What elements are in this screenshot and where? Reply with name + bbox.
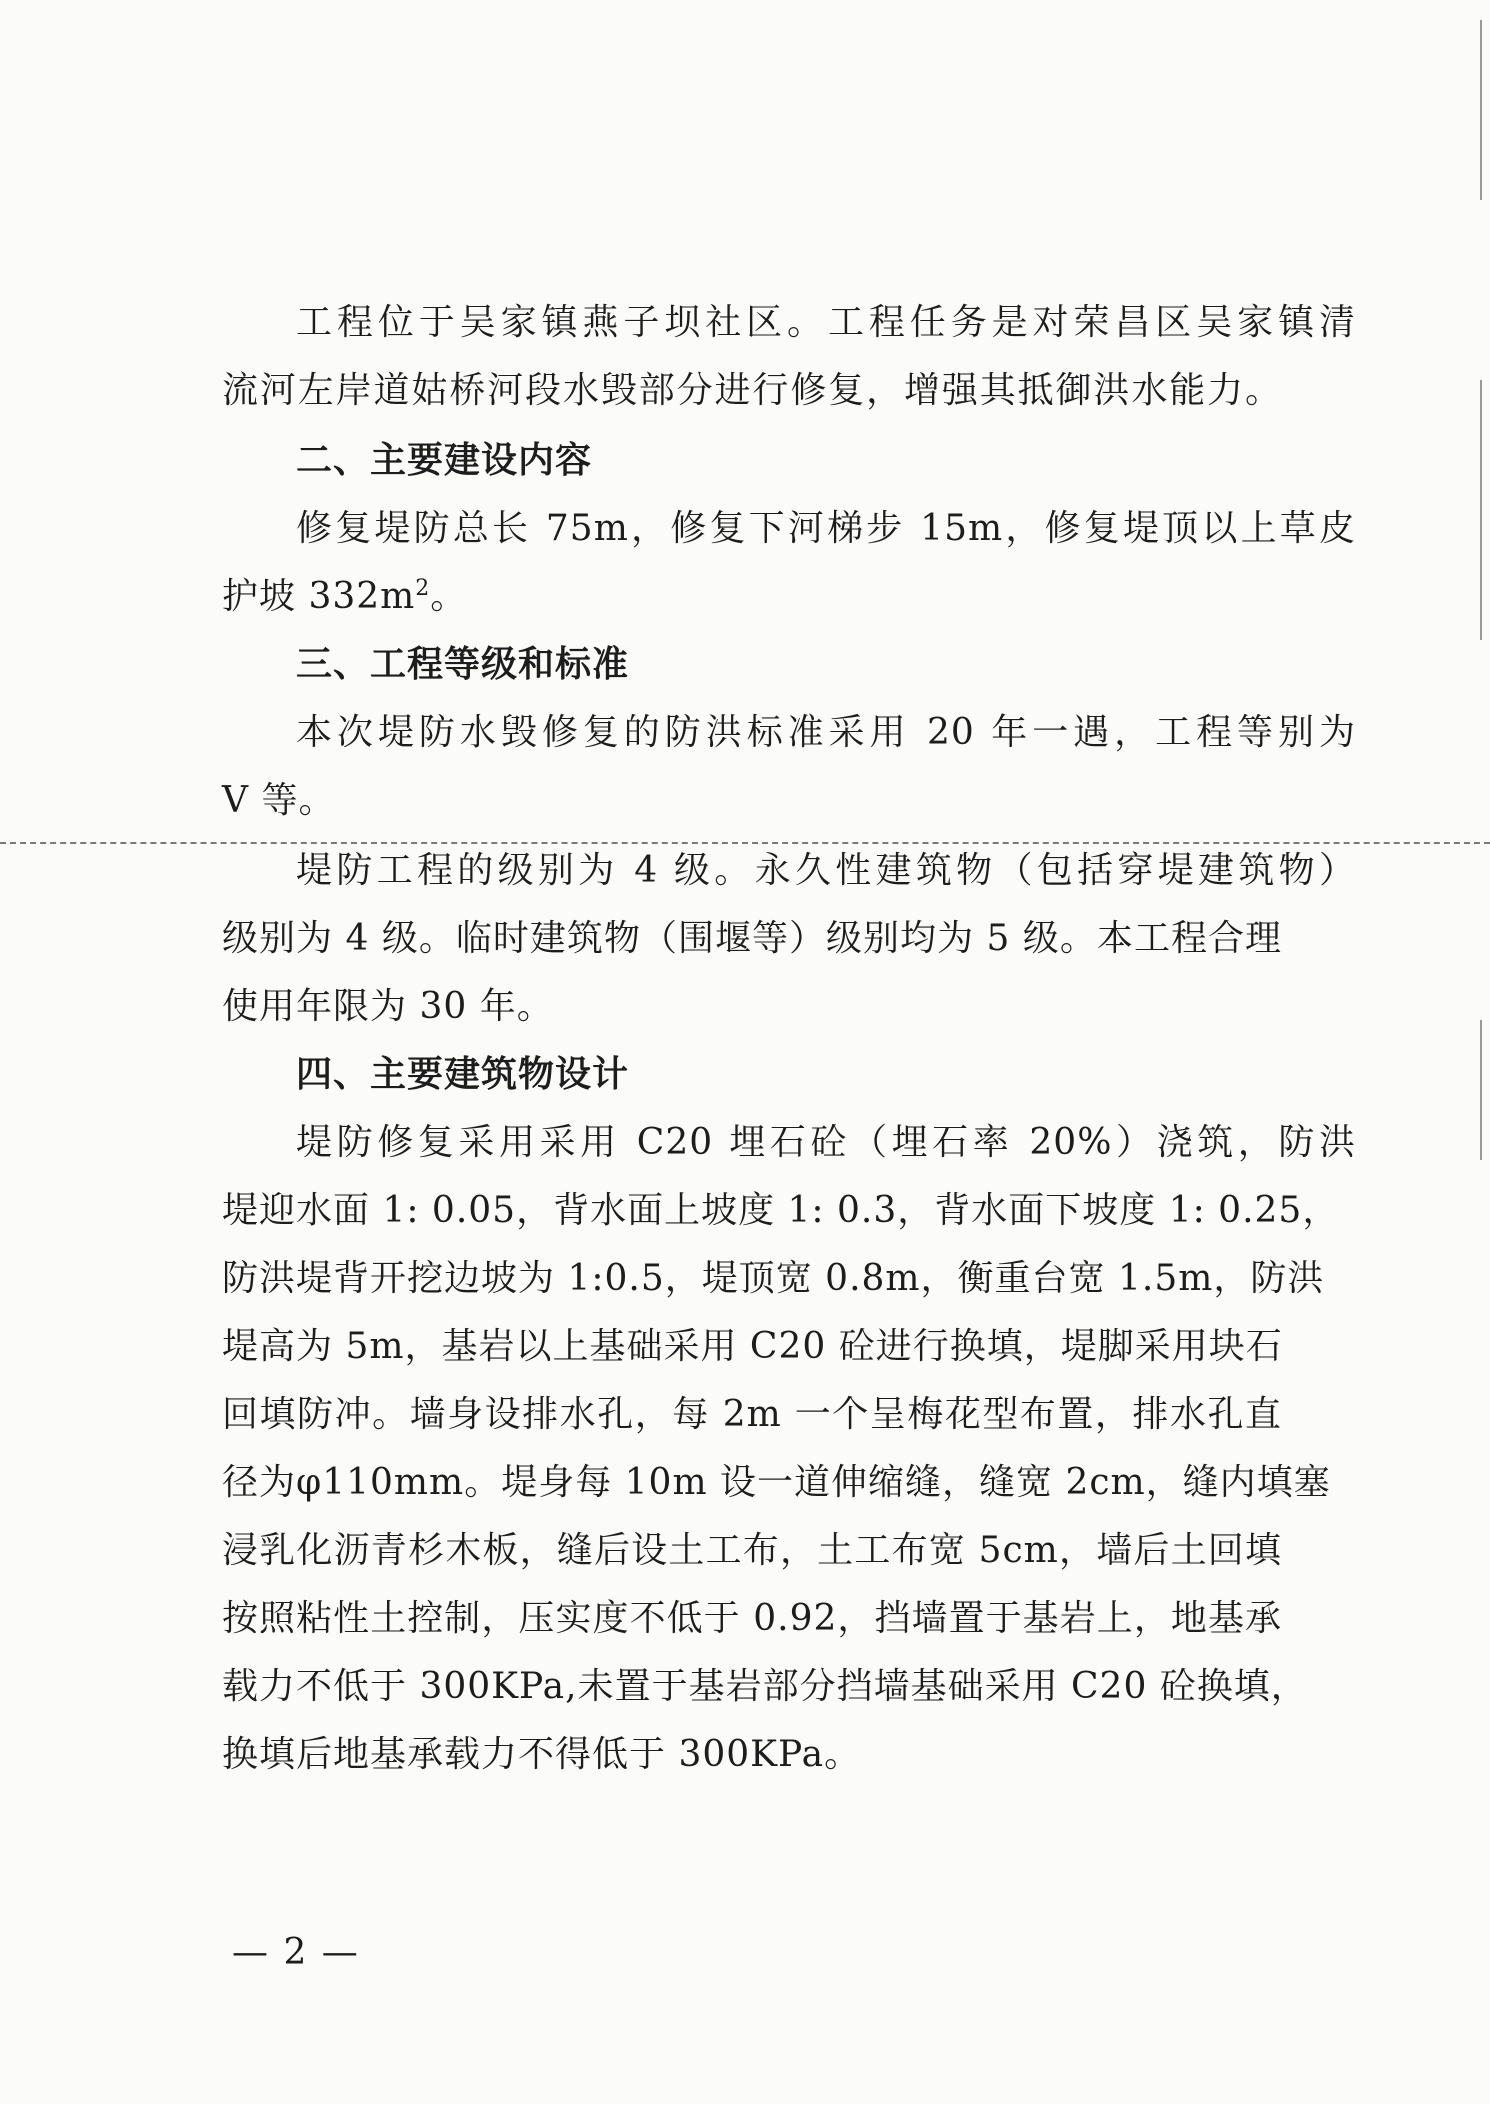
scan-edge-mark: [1480, 380, 1482, 640]
heading-main-building-design: 四、主要建筑物设计: [296, 1054, 630, 1095]
paragraph-design-line-5: 回填防冲。墙身设排水孔，每 2m 一个呈梅花型布置，排水孔直: [222, 1394, 1282, 1435]
heading-grade-and-standard: 三、工程等级和标准: [296, 644, 630, 685]
paragraph-design-line-7: 浸乳化沥青杉木板，缝后设土工布，土工布宽 5cm，墙后土回填: [222, 1530, 1282, 1571]
paragraph-intro-line-2: 流河左岸道姑桥河段水毁部分进行修复，增强其抵御洪水能力。: [222, 370, 1282, 411]
paragraph-construction-line-1: 修复堤防总长 75m，修复下河梯步 15m，修复堤顶以上草皮: [296, 508, 1356, 549]
scan-edge-mark: [1480, 1020, 1482, 1160]
paragraph-design-line-10: 换填后地基承载力不得低于 300KPa。: [222, 1734, 862, 1775]
paragraph-levels-line-1: 堤防工程的级别为 4 级。永久性建筑物（包括穿堤建筑物）: [296, 850, 1356, 891]
paragraph-design-line-1: 堤防修复采用采用 C20 埋石砼（埋石率 20%）浇筑，防洪: [296, 1122, 1356, 1163]
page-number: — 2 —: [232, 1932, 360, 1973]
paragraph-standard-line-1: 本次堤防水毁修复的防洪标准采用 20 年一遇，工程等别为: [296, 712, 1356, 753]
paragraph-design-line-4: 堤高为 5m，基岩以上基础采用 C20 砼进行换填，堤脚采用块石: [222, 1326, 1283, 1367]
paragraph-intro-line-1: 工程位于吴家镇燕子坝社区。工程任务是对荣昌区吴家镇清: [296, 302, 1356, 343]
paragraph-design-line-9: 载力不低于 300KPa,未置于基岩部分挡墙基础采用 C20 砼换填，: [222, 1666, 1308, 1707]
paragraph-design-line-2: 堤迎水面 1: 0.05，背水面上坡度 1: 0.3，背水面下坡度 1: 0.25，: [222, 1190, 1340, 1231]
paragraph-design-line-3: 防洪堤背开挖边坡为 1:0.5，堤顶宽 0.8m，衡重台宽 1.5m，防洪: [222, 1258, 1325, 1299]
paragraph-construction-line-2: [222, 574, 1282, 620]
heading-main-construction-content: 二、主要建设内容: [296, 440, 593, 481]
dashed-divider: [0, 842, 1490, 844]
paragraph-design-line-6: 径为φ110mm。堤身每 10m 设一道伸缩缝，缝宽 2cm，缝内填塞: [222, 1462, 1331, 1503]
construction-text-end: 。: [430, 576, 468, 617]
paragraph-levels-line-2: 级别为 4 级。临时建筑物（围堰等）级别均为 5 级。本工程合理: [222, 918, 1282, 959]
paragraph-design-line-8: 按照粘性土控制，压实度不低于 0.92，挡墙置于基岩上，地基承: [222, 1598, 1282, 1639]
paragraph-standard-line-2: V 等。: [222, 780, 336, 821]
scan-edge-mark: [1480, 20, 1482, 200]
paragraph-levels-line-3: 使用年限为 30 年。: [222, 986, 554, 1027]
construction-text: 护坡 332m: [222, 576, 416, 617]
superscript-2: 2: [415, 576, 431, 601]
